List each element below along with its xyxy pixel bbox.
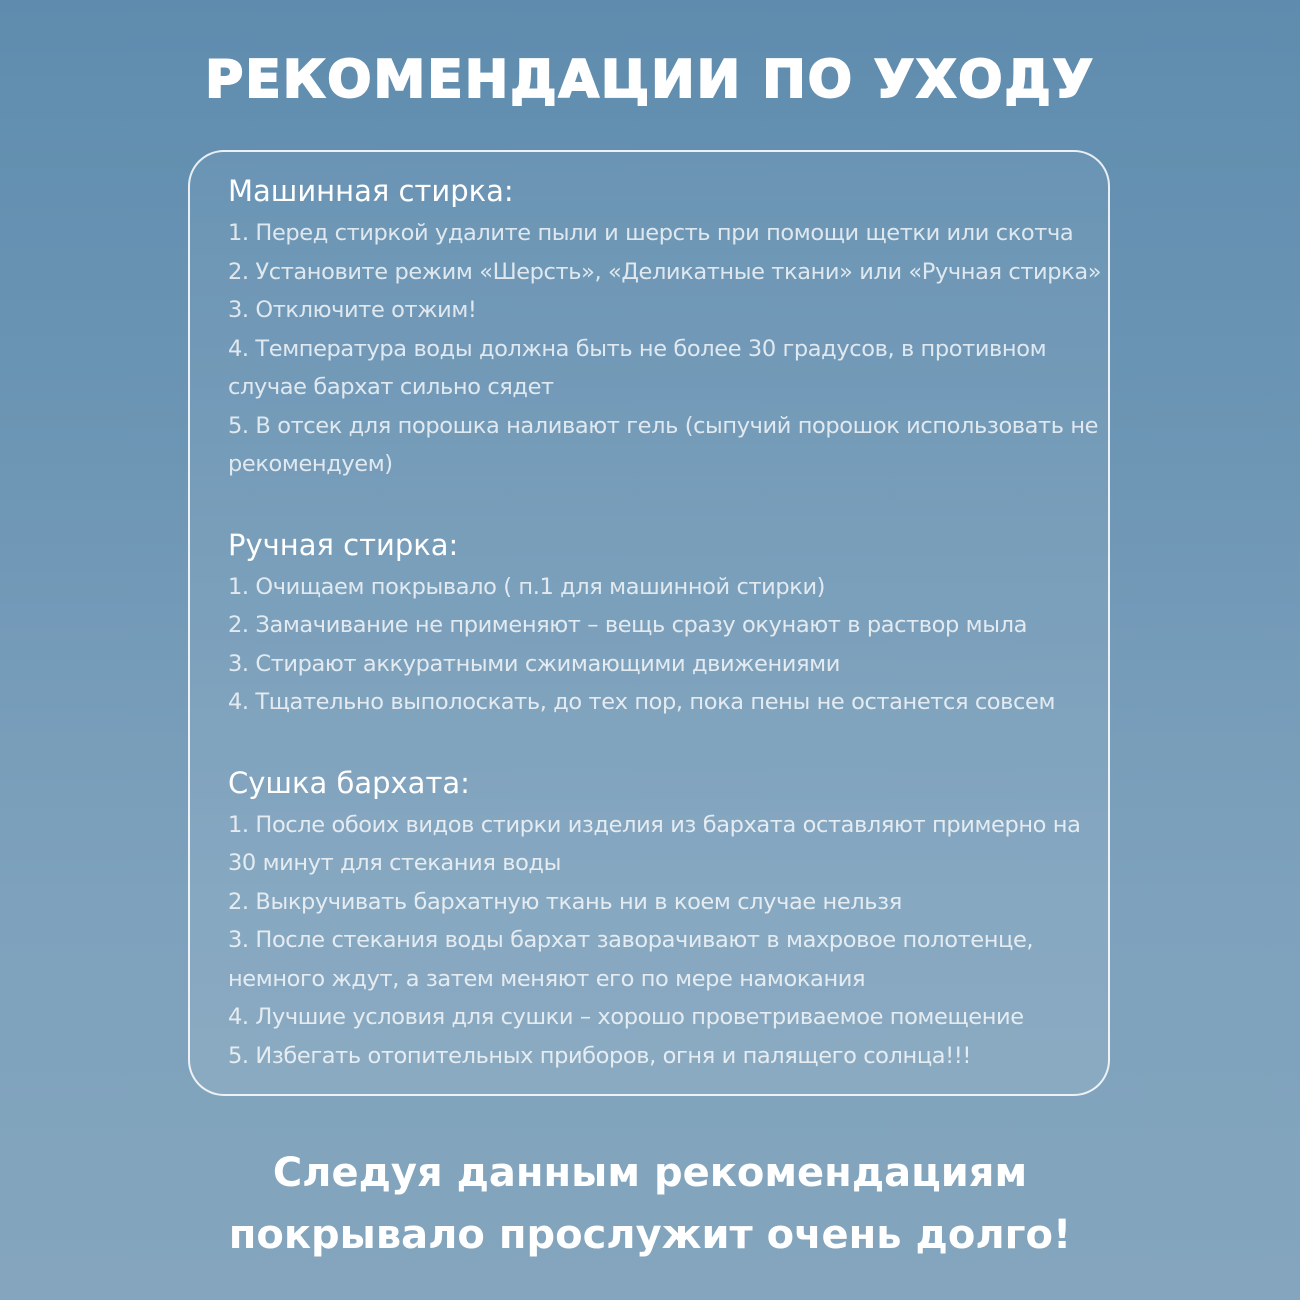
- page-title: РЕКОМЕНДАЦИИ ПО УХОДУ: [205, 50, 1095, 110]
- list-item: 4. Лучшие условия для сушки – хорошо проветриваемое помещение: [228, 1004, 1024, 1030]
- list-item: 4. Температура воды должна быть не более 30 градусов, в противном случае бархат сильно сядет: [228, 335, 1047, 400]
- list-item: 5. В отсек для порошка наливают гель (сыпучий порошок использовать не рекомендуем): [228, 412, 1099, 477]
- list-item: 4. Тщательно выполоскать, до тех пор, пока пены не останется совсем: [228, 689, 1056, 715]
- list-item: 3. Отключите отжим!: [228, 297, 477, 323]
- list-item: 5. Избегать отопительных приборов, огня и палящего солнца!!!: [228, 1042, 971, 1069]
- closing-message: [0, 1142, 1300, 1266]
- list-item: 1. После обоих видов стирки изделия из бархата оставляют примерно на 30 минут для стекания воды: [228, 811, 1081, 876]
- list-item: 3. После стекания воды бархат заворачивают в махровое полотенце, немного ждут, а затем меняют его по мере намокания: [228, 927, 1034, 992]
- closing-message-line-2: покрывало прослужит очень долго!: [228, 1212, 1072, 1258]
- section-heading: Ручная стирка:: [228, 527, 459, 562]
- closing-message-line-1: Следуя данным рекомендациям: [272, 1150, 1028, 1196]
- section-heading: Сушка бархата:: [228, 765, 470, 800]
- list-item: 2. Установите режим «Шерсть», «Деликатные ткани» или «Ручная стирка»: [228, 258, 1102, 285]
- list-item: 2. Замачивание не применяют – вещь сразу окунают в раствор мыла: [228, 612, 1027, 638]
- section-hand-wash: [228, 526, 1108, 722]
- section-machine-wash: [228, 172, 1108, 484]
- list-item: 1. Перед стиркой удалите пыли и шерсть при помощи щетки или скотча: [228, 220, 1074, 246]
- list-item: 2. Выкручивать бархатную ткань ни в коем случае нельзя: [228, 888, 902, 915]
- section-heading: Машинная стирка:: [228, 174, 514, 208]
- list-item: 3. Стирают аккуратными сжимающими движениями: [228, 650, 840, 677]
- section-velvet-drying: [228, 764, 1108, 1076]
- care-instructions-card: [188, 150, 1110, 1096]
- list-item: 1. Очищаем покрывало ( п.1 для машинной стирки): [228, 573, 826, 600]
